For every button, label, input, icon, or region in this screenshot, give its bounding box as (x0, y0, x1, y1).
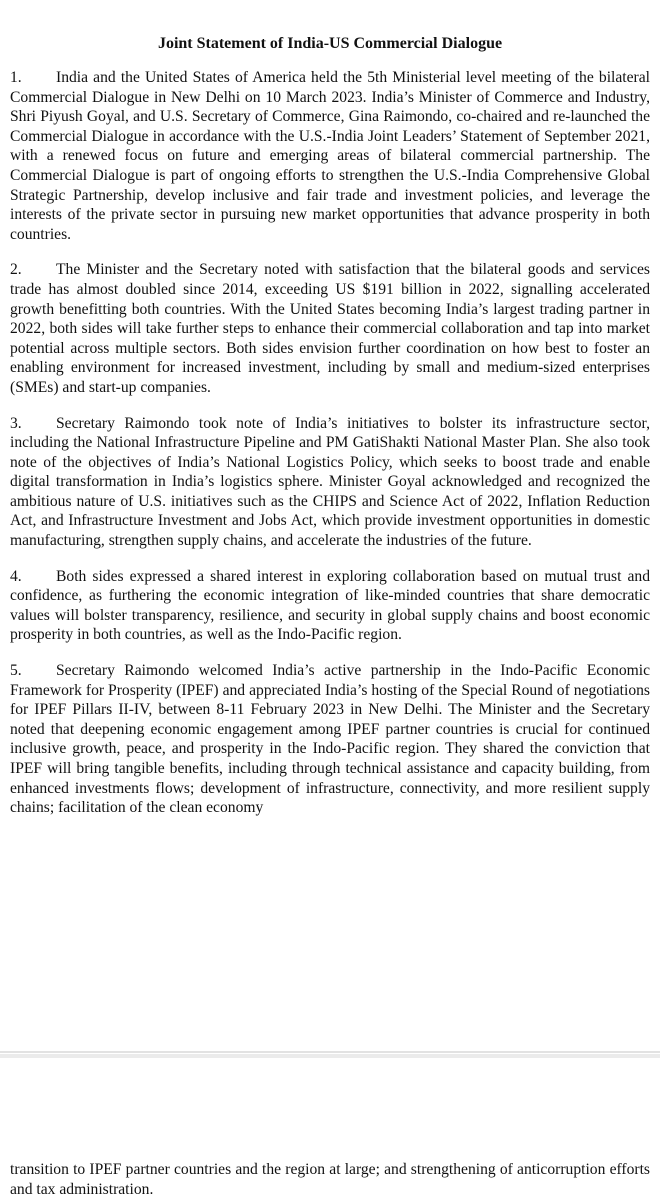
paragraph-number: 3. (10, 414, 22, 432)
paragraph-number: 2. (10, 261, 22, 279)
paragraph-text: Secretary Raimondo welcomed India’s active partnership in the Indo-Pacific Economic Framework for Prosperity (IPEF) and appreciated India’s hosting of the Special Round of negotiations for IPEF Pillars II-IV, between 8-11 February 2023 in New Delhi. The Minister and the Secretary noted that deepening economic engagement among IPEF partner countries is crucial for continued inclusive growth, peace, and prosperity in the Indo-Pacific region. They shared the conviction that IPEF will bring tangible benefits, including through technical assistance and capacity building, from enhanced investments flows; development of infrastructure, connectivity, and more resilient supply chains; facilitation of the clean economy (10, 662, 650, 817)
paragraph-2 (10, 260, 650, 397)
paragraph-number: 4. (10, 567, 22, 585)
paragraph-text: The Minister and the Secretary noted with satisfaction that the bilateral goods and services trade has almost doubled since 2014, exceeding US $191 billion in 2022, signalling accelerated growth benefitting both countries. With the United States becoming India’s largest trading partner in 2022, both sides will take further steps to enhance their commercial collaboration and tap into market potential across multiple sectors. Both sides envision further coordination on how best to foster an enabling environment for increased investment, including by small and medium-sized enterprises (SMEs) and start-up companies. (10, 261, 650, 396)
paragraph-3 (10, 414, 650, 551)
paragraph-text: Secretary Raimondo took note of India’s initiatives to bolster its infrastructure sector, including the National Infrastructure Pipeline and PM GatiShakti National Master Plan. She also took note of the objectives of India’s National Logistics Policy, which seeks to boost trade and enable digital transformation in India’s logistics sphere. Minister Goyal acknowledged and recognized the ambitious nature of U.S. initiatives such as the CHIPS and Science Act of 2022, Inflation Reduction Act, and Infrastructure Investment and Jobs Act, which provide investment opportunities in domestic manufacturing, strengthen supply chains, and accelerate the industries of the future. (10, 414, 650, 550)
paragraph-number: 1. (10, 69, 22, 86)
paragraph-1 (10, 68, 650, 244)
continuation-text: transition to IPEF partner countries and the region at large; and strengthening of anticorruption efforts and tax administration. (10, 1161, 650, 1198)
paragraph-text: Both sides expressed a shared interest in exploring collaboration based on mutual trust and confidence, as furthering the economic integration of like-minded countries that share democratic values will bolster transparency, resilience, and security in global supply chains and boost economic prosperity in both countries, as well as the Indo-Pacific region. (10, 567, 650, 644)
paragraph-number: 5. (10, 662, 22, 680)
page-divider (0, 1051, 660, 1053)
paragraph-5 (10, 661, 650, 818)
document-title: Joint Statement of India-US Commercial Dialogue (157, 35, 503, 52)
paragraph-4 (10, 567, 650, 645)
paragraph-text: India and the United States of America held the 5th Ministerial level meeting of the bilateral Commercial Dialogue in New Delhi on 10 March 2023. India’s Minister of Commerce and Industry, Shri Piyush Goyal, and U.S. Secretary of Commerce, Gina Raimondo, co-chaired and re-launched the Commercial Dialogue in accordance with the U.S.-India Joint Leaders’ Statement of September 2021, with a renewed focus on future and emerging areas of bilateral commercial partnership. The Commercial Dialogue is part of ongoing efforts to strengthen the U.S.-India Comprehensive Global Strategic Partnership, develop inclusive and fair trade and investment policies, and leverage the interests of the private sector in pursuing new market opportunities that advance prosperity in both countries. (10, 69, 650, 243)
page-gap (0, 1054, 660, 1058)
next-page (0, 1152, 660, 1200)
